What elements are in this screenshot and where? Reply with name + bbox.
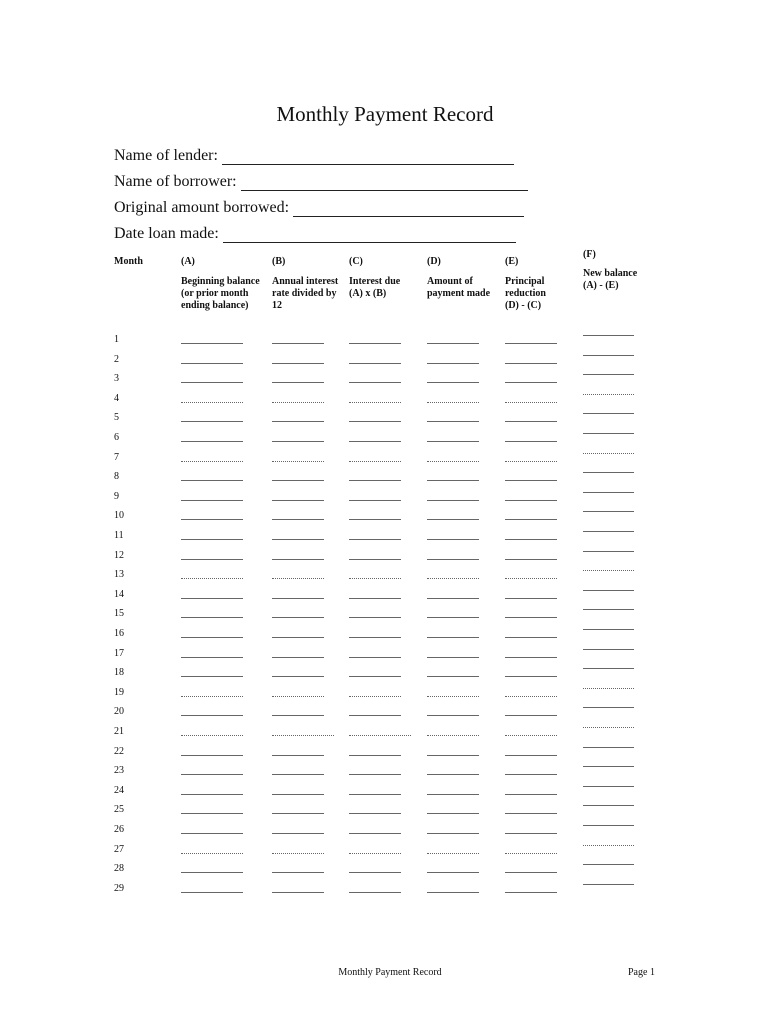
col-desc: Principal reduction (D) - (C) bbox=[505, 276, 546, 311]
cell-c[interactable] bbox=[349, 617, 401, 618]
borrower-label: Name of borrower: bbox=[114, 173, 237, 190]
cell-d[interactable] bbox=[427, 813, 479, 814]
col-desc: Beginning balance (or prior month ending balance) bbox=[181, 276, 260, 311]
col-letter: (B) bbox=[272, 256, 286, 267]
col-desc: New balance (A) - (E) bbox=[583, 268, 638, 291]
cell-b[interactable] bbox=[272, 480, 324, 481]
cell-c[interactable] bbox=[349, 598, 401, 599]
cell-d[interactable] bbox=[427, 637, 479, 638]
cell-e[interactable] bbox=[505, 461, 557, 462]
cell-b[interactable] bbox=[272, 853, 324, 854]
cell-f[interactable] bbox=[583, 335, 634, 336]
cell-f[interactable] bbox=[583, 747, 634, 748]
cell-e[interactable] bbox=[505, 480, 557, 481]
cell-a[interactable] bbox=[181, 735, 243, 736]
cell-b[interactable] bbox=[272, 715, 324, 716]
cell-b[interactable] bbox=[272, 833, 324, 834]
cell-a[interactable] bbox=[181, 480, 243, 481]
amount-field bbox=[114, 195, 524, 217]
cell-b[interactable] bbox=[272, 657, 324, 658]
cell-d[interactable] bbox=[427, 343, 479, 344]
cell-b[interactable] bbox=[272, 774, 324, 775]
cell-f[interactable] bbox=[583, 668, 634, 669]
cell-a[interactable] bbox=[181, 500, 243, 501]
cell-b[interactable] bbox=[272, 755, 324, 756]
cell-d[interactable] bbox=[427, 794, 479, 795]
cell-f[interactable] bbox=[583, 825, 634, 826]
cell-b[interactable] bbox=[272, 539, 324, 540]
cell-f[interactable] bbox=[583, 766, 634, 767]
cell-c[interactable] bbox=[349, 578, 401, 579]
cell-b[interactable] bbox=[272, 421, 324, 422]
col-header-a bbox=[181, 256, 260, 312]
cell-d[interactable] bbox=[427, 480, 479, 481]
cell-a[interactable] bbox=[181, 539, 243, 540]
cell-b[interactable] bbox=[272, 519, 324, 520]
cell-d[interactable] bbox=[427, 363, 479, 364]
cell-c[interactable] bbox=[349, 519, 401, 520]
cell-b[interactable] bbox=[272, 382, 324, 383]
cell-b[interactable] bbox=[272, 461, 324, 462]
month-number: 12 bbox=[114, 550, 124, 561]
month-number: 7 bbox=[114, 452, 119, 463]
col-letter: Month bbox=[114, 256, 143, 267]
month-number: 15 bbox=[114, 608, 124, 619]
cell-c[interactable] bbox=[349, 794, 401, 795]
col-header-d bbox=[427, 256, 490, 300]
cell-d[interactable] bbox=[427, 539, 479, 540]
cell-e[interactable] bbox=[505, 892, 557, 893]
cell-a[interactable] bbox=[181, 715, 243, 716]
cell-c[interactable] bbox=[349, 421, 401, 422]
footer-title: Monthly Payment Record bbox=[338, 967, 442, 978]
cell-a[interactable] bbox=[181, 892, 243, 893]
cell-f[interactable] bbox=[583, 884, 634, 885]
cell-d[interactable] bbox=[427, 617, 479, 618]
cell-c[interactable] bbox=[349, 343, 401, 344]
cell-e[interactable] bbox=[505, 421, 557, 422]
cell-c[interactable] bbox=[349, 382, 401, 383]
cell-c[interactable] bbox=[349, 735, 411, 736]
cell-b[interactable] bbox=[272, 892, 324, 893]
borrower-input[interactable] bbox=[241, 174, 528, 191]
cell-c[interactable] bbox=[349, 402, 401, 403]
month-number: 3 bbox=[114, 373, 119, 384]
month-number: 19 bbox=[114, 687, 124, 698]
month-number: 5 bbox=[114, 412, 119, 423]
cell-f[interactable] bbox=[583, 609, 634, 610]
month-number: 10 bbox=[114, 510, 124, 521]
cell-b[interactable] bbox=[272, 617, 324, 618]
cell-f[interactable] bbox=[583, 570, 634, 571]
col-header-f bbox=[583, 249, 637, 292]
month-number: 29 bbox=[114, 883, 124, 894]
cell-e[interactable] bbox=[505, 696, 557, 697]
cell-c[interactable] bbox=[349, 500, 401, 501]
cell-d[interactable] bbox=[427, 853, 479, 854]
cell-b[interactable] bbox=[272, 872, 324, 873]
cell-c[interactable] bbox=[349, 872, 401, 873]
cell-e[interactable] bbox=[505, 715, 557, 716]
cell-b[interactable] bbox=[272, 676, 324, 677]
month-number: 8 bbox=[114, 471, 119, 482]
col-header-c bbox=[349, 256, 400, 300]
cell-f[interactable] bbox=[583, 492, 634, 493]
cell-b[interactable] bbox=[272, 578, 324, 579]
cell-d[interactable] bbox=[427, 559, 479, 560]
cell-a[interactable] bbox=[181, 598, 243, 599]
cell-a[interactable] bbox=[181, 637, 243, 638]
cell-e[interactable] bbox=[505, 500, 557, 501]
month-number: 2 bbox=[114, 354, 119, 365]
cell-e[interactable] bbox=[505, 382, 557, 383]
cell-d[interactable] bbox=[427, 461, 479, 462]
cell-c[interactable] bbox=[349, 755, 401, 756]
cell-b[interactable] bbox=[272, 402, 324, 403]
cell-a[interactable] bbox=[181, 343, 243, 344]
cell-f[interactable] bbox=[583, 629, 634, 630]
col-desc: Interest due (A) x (B) bbox=[349, 276, 401, 299]
col-letter: (F) bbox=[583, 249, 596, 260]
cell-f[interactable] bbox=[583, 786, 634, 787]
cell-d[interactable] bbox=[427, 833, 479, 834]
cell-d[interactable] bbox=[427, 774, 479, 775]
cell-f[interactable] bbox=[583, 472, 634, 473]
cell-f[interactable] bbox=[583, 355, 634, 356]
cell-f[interactable] bbox=[583, 453, 634, 454]
cell-e[interactable] bbox=[505, 519, 557, 520]
month-number: 23 bbox=[114, 765, 124, 776]
borrower-field bbox=[114, 169, 528, 191]
month-number: 6 bbox=[114, 432, 119, 443]
cell-a[interactable] bbox=[181, 617, 243, 618]
month-number: 25 bbox=[114, 804, 124, 815]
cell-e[interactable] bbox=[505, 657, 557, 658]
cell-c[interactable] bbox=[349, 715, 401, 716]
cell-b[interactable] bbox=[272, 363, 324, 364]
month-number: 18 bbox=[114, 667, 124, 678]
cell-b[interactable] bbox=[272, 500, 324, 501]
cell-a[interactable] bbox=[181, 696, 243, 697]
col-header-e bbox=[505, 256, 546, 312]
cell-a[interactable] bbox=[181, 774, 243, 775]
lender-input[interactable] bbox=[222, 148, 514, 165]
lender-label: Name of lender: bbox=[114, 147, 218, 164]
cell-e[interactable] bbox=[505, 637, 557, 638]
cell-e[interactable] bbox=[505, 833, 557, 834]
cell-d[interactable] bbox=[427, 755, 479, 756]
cell-e[interactable] bbox=[505, 735, 557, 736]
month-number: 22 bbox=[114, 746, 124, 757]
cell-a[interactable] bbox=[181, 657, 243, 658]
cell-c[interactable] bbox=[349, 813, 401, 814]
cell-c[interactable] bbox=[349, 657, 401, 658]
cell-b[interactable] bbox=[272, 696, 324, 697]
cell-a[interactable] bbox=[181, 402, 243, 403]
cell-c[interactable] bbox=[349, 559, 401, 560]
cell-c[interactable] bbox=[349, 461, 401, 462]
cell-d[interactable] bbox=[427, 735, 479, 736]
cell-c[interactable] bbox=[349, 441, 401, 442]
cell-f[interactable] bbox=[583, 727, 634, 728]
cell-a[interactable] bbox=[181, 363, 243, 364]
col-letter: (C) bbox=[349, 256, 363, 267]
cell-f[interactable] bbox=[583, 374, 634, 375]
cell-d[interactable] bbox=[427, 421, 479, 422]
cell-a[interactable] bbox=[181, 519, 243, 520]
cell-d[interactable] bbox=[427, 676, 479, 677]
cell-c[interactable] bbox=[349, 539, 401, 540]
lender-field bbox=[114, 143, 514, 165]
date-label: Date loan made: bbox=[114, 225, 219, 242]
month-number: 16 bbox=[114, 628, 124, 639]
col-header-month bbox=[114, 256, 143, 268]
cell-e[interactable] bbox=[505, 578, 557, 579]
cell-e[interactable] bbox=[505, 853, 557, 854]
cell-e[interactable] bbox=[505, 794, 557, 795]
cell-b[interactable] bbox=[272, 735, 334, 736]
cell-d[interactable] bbox=[427, 696, 479, 697]
cell-a[interactable] bbox=[181, 461, 243, 462]
cell-b[interactable] bbox=[272, 794, 324, 795]
cell-a[interactable] bbox=[181, 559, 243, 560]
cell-c[interactable] bbox=[349, 696, 401, 697]
month-number: 17 bbox=[114, 648, 124, 659]
month-number: 1 bbox=[114, 334, 119, 345]
cell-e[interactable] bbox=[505, 617, 557, 618]
cell-c[interactable] bbox=[349, 637, 401, 638]
amount-input[interactable] bbox=[293, 200, 524, 217]
cell-c[interactable] bbox=[349, 892, 401, 893]
cell-b[interactable] bbox=[272, 637, 324, 638]
cell-d[interactable] bbox=[427, 578, 479, 579]
cell-b[interactable] bbox=[272, 598, 324, 599]
cell-d[interactable] bbox=[427, 872, 479, 873]
cell-c[interactable] bbox=[349, 676, 401, 677]
cell-b[interactable] bbox=[272, 559, 324, 560]
cell-b[interactable] bbox=[272, 441, 324, 442]
cell-f[interactable] bbox=[583, 511, 634, 512]
cell-e[interactable] bbox=[505, 363, 557, 364]
cell-c[interactable] bbox=[349, 853, 401, 854]
month-number: 4 bbox=[114, 393, 119, 404]
cell-c[interactable] bbox=[349, 480, 401, 481]
month-number: 20 bbox=[114, 706, 124, 717]
cell-a[interactable] bbox=[181, 676, 243, 677]
cell-c[interactable] bbox=[349, 363, 401, 364]
cell-f[interactable] bbox=[583, 413, 634, 414]
cell-e[interactable] bbox=[505, 598, 557, 599]
cell-d[interactable] bbox=[427, 715, 479, 716]
page-title: Monthly Payment Record bbox=[276, 102, 494, 126]
month-number: 28 bbox=[114, 863, 124, 874]
cell-f[interactable] bbox=[583, 551, 634, 552]
cell-a[interactable] bbox=[181, 853, 243, 854]
cell-a[interactable] bbox=[181, 441, 243, 442]
cell-f[interactable] bbox=[583, 805, 634, 806]
cell-c[interactable] bbox=[349, 774, 401, 775]
cell-d[interactable] bbox=[427, 402, 479, 403]
cell-c[interactable] bbox=[349, 833, 401, 834]
month-number: 27 bbox=[114, 844, 124, 855]
month-number: 14 bbox=[114, 589, 124, 600]
cell-f[interactable] bbox=[583, 433, 634, 434]
cell-a[interactable] bbox=[181, 872, 243, 873]
cell-a[interactable] bbox=[181, 578, 243, 579]
col-desc: Amount of payment made bbox=[427, 276, 491, 299]
cell-d[interactable] bbox=[427, 598, 479, 599]
cell-b[interactable] bbox=[272, 343, 324, 344]
cell-e[interactable] bbox=[505, 676, 557, 677]
cell-e[interactable] bbox=[505, 813, 557, 814]
cell-e[interactable] bbox=[505, 402, 557, 403]
month-number: 9 bbox=[114, 491, 119, 502]
cell-a[interactable] bbox=[181, 794, 243, 795]
cell-e[interactable] bbox=[505, 755, 557, 756]
cell-a[interactable] bbox=[181, 382, 243, 383]
cell-f[interactable] bbox=[583, 394, 634, 395]
cell-f[interactable] bbox=[583, 649, 634, 650]
col-letter: (D) bbox=[427, 256, 441, 267]
cell-e[interactable] bbox=[505, 774, 557, 775]
amount-label: Original amount borrowed: bbox=[114, 199, 290, 216]
date-field bbox=[114, 221, 516, 243]
date-input[interactable] bbox=[223, 226, 516, 243]
cell-d[interactable] bbox=[427, 441, 479, 442]
cell-f[interactable] bbox=[583, 864, 634, 865]
cell-a[interactable] bbox=[181, 755, 243, 756]
col-desc: Annual interest rate divided by 12 bbox=[272, 276, 339, 311]
col-letter: (A) bbox=[181, 256, 195, 267]
cell-d[interactable] bbox=[427, 382, 479, 383]
page-number: Page 1 bbox=[628, 967, 655, 978]
cell-f[interactable] bbox=[583, 590, 634, 591]
cell-a[interactable] bbox=[181, 421, 243, 422]
col-letter: (E) bbox=[505, 256, 519, 267]
cell-f[interactable] bbox=[583, 845, 634, 846]
cell-e[interactable] bbox=[505, 559, 557, 560]
cell-a[interactable] bbox=[181, 813, 243, 814]
cell-e[interactable] bbox=[505, 872, 557, 873]
cell-f[interactable] bbox=[583, 688, 634, 689]
cell-f[interactable] bbox=[583, 531, 634, 532]
cell-d[interactable] bbox=[427, 519, 479, 520]
cell-d[interactable] bbox=[427, 892, 479, 893]
month-number: 24 bbox=[114, 785, 124, 796]
month-number: 26 bbox=[114, 824, 124, 835]
cell-e[interactable] bbox=[505, 343, 557, 344]
cell-e[interactable] bbox=[505, 441, 557, 442]
cell-f[interactable] bbox=[583, 707, 634, 708]
cell-b[interactable] bbox=[272, 813, 324, 814]
cell-d[interactable] bbox=[427, 500, 479, 501]
cell-a[interactable] bbox=[181, 833, 243, 834]
col-header-b bbox=[272, 256, 338, 312]
cell-e[interactable] bbox=[505, 539, 557, 540]
month-number: 11 bbox=[114, 530, 124, 541]
month-number: 13 bbox=[114, 569, 124, 580]
cell-d[interactable] bbox=[427, 657, 479, 658]
month-number: 21 bbox=[114, 726, 124, 737]
